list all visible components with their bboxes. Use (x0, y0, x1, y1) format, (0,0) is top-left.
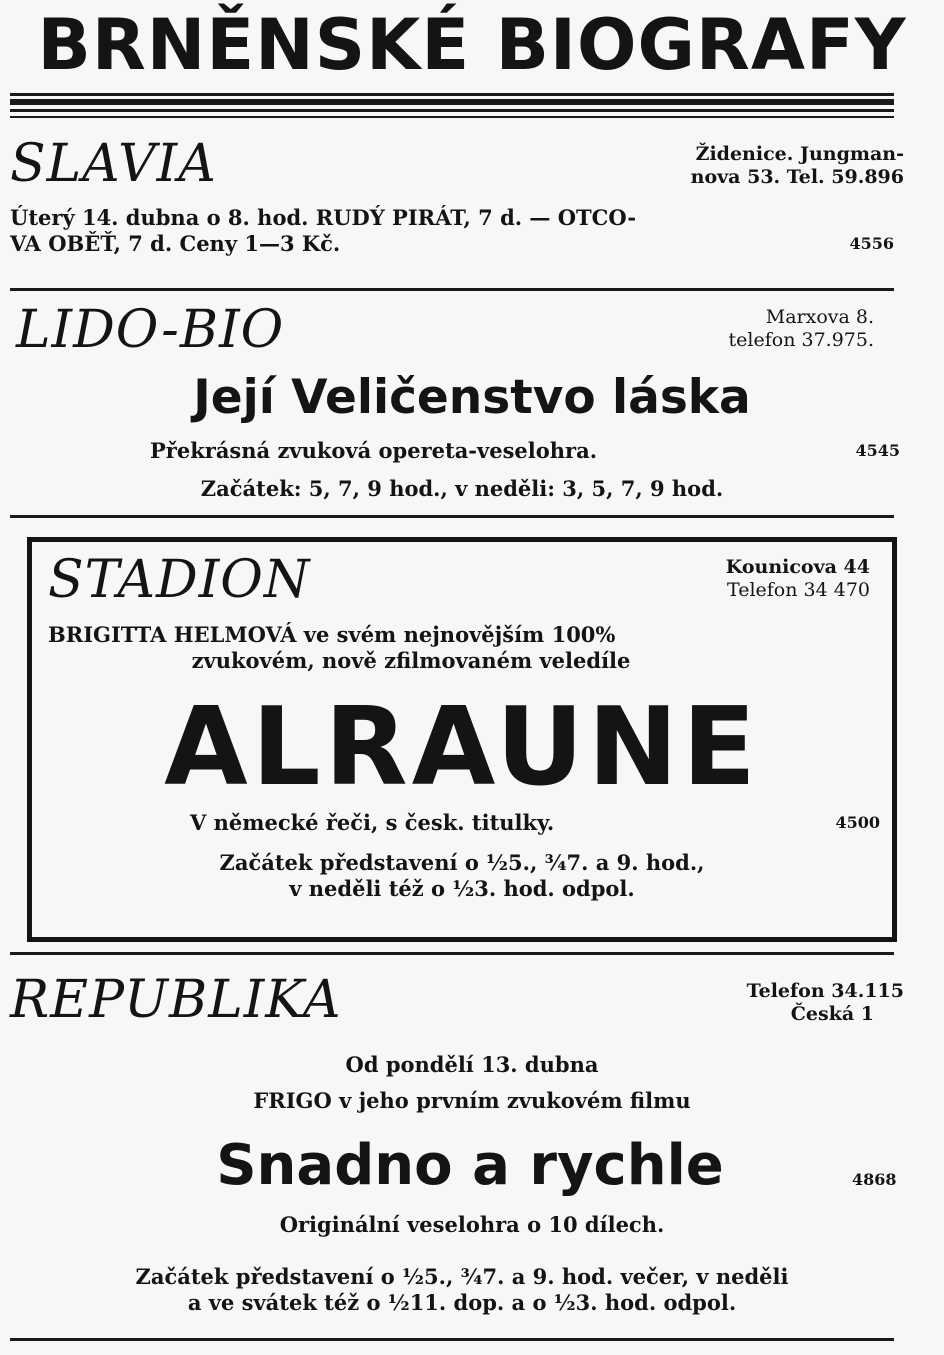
republika-showtimes-line2: a ve svátek též o ½11. dop. a o ½3. hod. odpol. (187, 1290, 737, 1315)
stadion-showtimes-line1: Začátek představení o ½5., ¾7. a 9. hod., (219, 850, 705, 875)
lido-bio-address-line1: Marxova 8. (765, 306, 874, 328)
masthead-rule-thin-3 (10, 116, 894, 118)
republika-name: REPUBLIKA (10, 970, 342, 1030)
republika-showtimes (0, 1264, 924, 1316)
stadion-ad-number: 4500 (835, 813, 880, 832)
masthead-rule-thick (10, 99, 894, 105)
republika-showtimes-line1: Začátek představení o ½5., ¾7. a 9. hod. večer, v neděli (135, 1264, 789, 1289)
lido-bio-film-title: Její Veličenstvo láska (193, 370, 751, 425)
stadion-showtimes-line2: v neděli též o ½3. hod. odpol. (289, 876, 635, 901)
slavia-program-line1: Úterý 14. dubna o 8. hod. RUDÝ PIRÁT, 7 d. — OTCO- (10, 205, 637, 230)
republika-description: Originální veselohra o 10 dílech. (279, 1212, 665, 1237)
republika-date-line: Od pondělí 13. dubna (345, 1052, 599, 1077)
slavia-address-line2: nova 53. Tel. 59.896 (690, 166, 904, 188)
lido-bio-address (729, 306, 874, 352)
stadion-address-line1: Kounicova 44 (725, 556, 870, 578)
stadion-divider (10, 952, 894, 955)
stadion-language: V německé řeči, s česk. titulky. (190, 810, 555, 835)
slavia-ad-number: 4556 (849, 234, 894, 253)
lido-bio-address-line2: telefon 37.975. (728, 329, 874, 351)
stadion-language-flex (190, 810, 880, 836)
stadion-intro-line2: zvukovém, nově zfilmovaném veledíle (191, 648, 631, 673)
masthead-rule-thin-1 (10, 93, 894, 96)
lido-bio-ad-number: 4545 (855, 441, 900, 460)
republika-address (747, 980, 904, 1026)
stadion-address-line2: Telefon 34 470 (727, 579, 870, 601)
lido-bio-description: Překrásná zvuková opereta-veselohra. (150, 438, 597, 463)
slavia-program-line2-row (10, 231, 894, 257)
slavia-program (10, 205, 894, 257)
slavia-divider (10, 288, 894, 291)
lido-bio-divider (10, 515, 894, 518)
lido-bio-showtimes: Začátek: 5, 7, 9 hod., v neděli: 3, 5, 7, 9 hod. (200, 476, 724, 501)
republika-ad-number: 4868 (852, 1170, 897, 1189)
masthead-rule-thin-2 (10, 109, 894, 112)
lido-bio-name: LIDO-BIO (16, 300, 285, 360)
republika-address-line1: Telefon 34.115 (746, 980, 904, 1002)
slavia-address-line1: Židenice. Jungman- (695, 143, 904, 165)
stadion-address (726, 556, 870, 602)
republika-address-line2: Česká 1 (790, 1003, 874, 1025)
republika-divider (10, 1338, 894, 1341)
stadion-intro-line1: BRIGITTA HELMOVÁ ve svém nejnovějším 100% (48, 622, 616, 647)
lido-bio-description-row (150, 438, 900, 464)
stadion-film-title: ALRAUNE (164, 685, 760, 810)
masthead-title: BRNĚNSKÉ BIOGRAFY (37, 4, 907, 86)
slavia-name: SLAVIA (10, 134, 217, 194)
republika-film-title: Snadno a rychle (216, 1133, 724, 1198)
stadion-intro (48, 622, 874, 674)
stadion-name: STADION (48, 550, 311, 610)
lido-bio-description-flex (150, 438, 900, 464)
slavia-program-line2: VA OBĚŤ, 7 d. Ceny 1—3 Kč. (10, 231, 341, 256)
republika-intro: FRIGO v jeho prvním zvukovém filmu (253, 1088, 691, 1113)
stadion-showtimes (27, 850, 897, 902)
slavia-address (691, 143, 904, 189)
stadion-language-row (190, 810, 880, 836)
